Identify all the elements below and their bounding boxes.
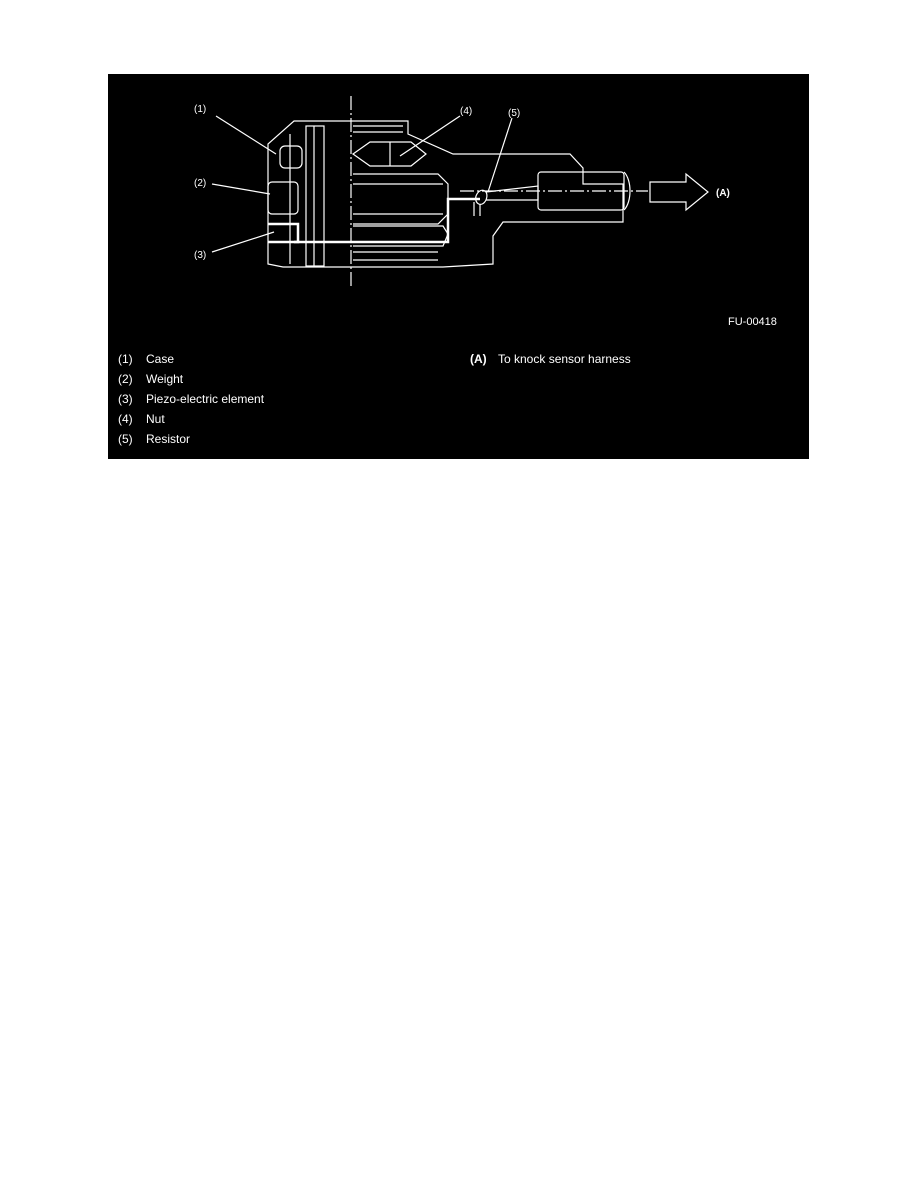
- cable-thin: [486, 186, 538, 200]
- callout-1: (1): [194, 104, 207, 115]
- figure-panel: [108, 74, 809, 459]
- figure-code: FU-00418: [728, 316, 777, 328]
- leader-1: [216, 116, 276, 154]
- legend-item: (3) Piezo-electric element: [118, 392, 265, 406]
- leader-3: [212, 232, 274, 252]
- callout-4: (4): [460, 106, 473, 117]
- harness-arrow: [650, 174, 708, 210]
- legend-item: (1) Case: [118, 352, 175, 366]
- leader-2: [212, 184, 270, 194]
- center-stud: [306, 126, 324, 266]
- weight-block: [268, 182, 298, 214]
- lead-wire: [294, 199, 480, 242]
- legend-item: (A) To knock sensor harness: [470, 352, 631, 366]
- legend-item: (5) Resistor: [118, 432, 191, 446]
- case-outline: [268, 121, 623, 267]
- callout-a: (A): [716, 188, 730, 199]
- callout-5: (5): [508, 108, 521, 119]
- sensor-body: [353, 174, 448, 224]
- legend-item: (2) Weight: [118, 372, 184, 386]
- legend-item: (4) Nut: [118, 412, 165, 426]
- callout-3: (3): [194, 250, 207, 261]
- leader-5: [488, 118, 512, 192]
- leader-4: [400, 116, 460, 156]
- resistor-clip: [476, 190, 487, 204]
- callout-2: (2): [194, 178, 207, 189]
- legend-left: [118, 349, 264, 449]
- legend-right: [470, 349, 631, 369]
- upper-block: [280, 146, 302, 168]
